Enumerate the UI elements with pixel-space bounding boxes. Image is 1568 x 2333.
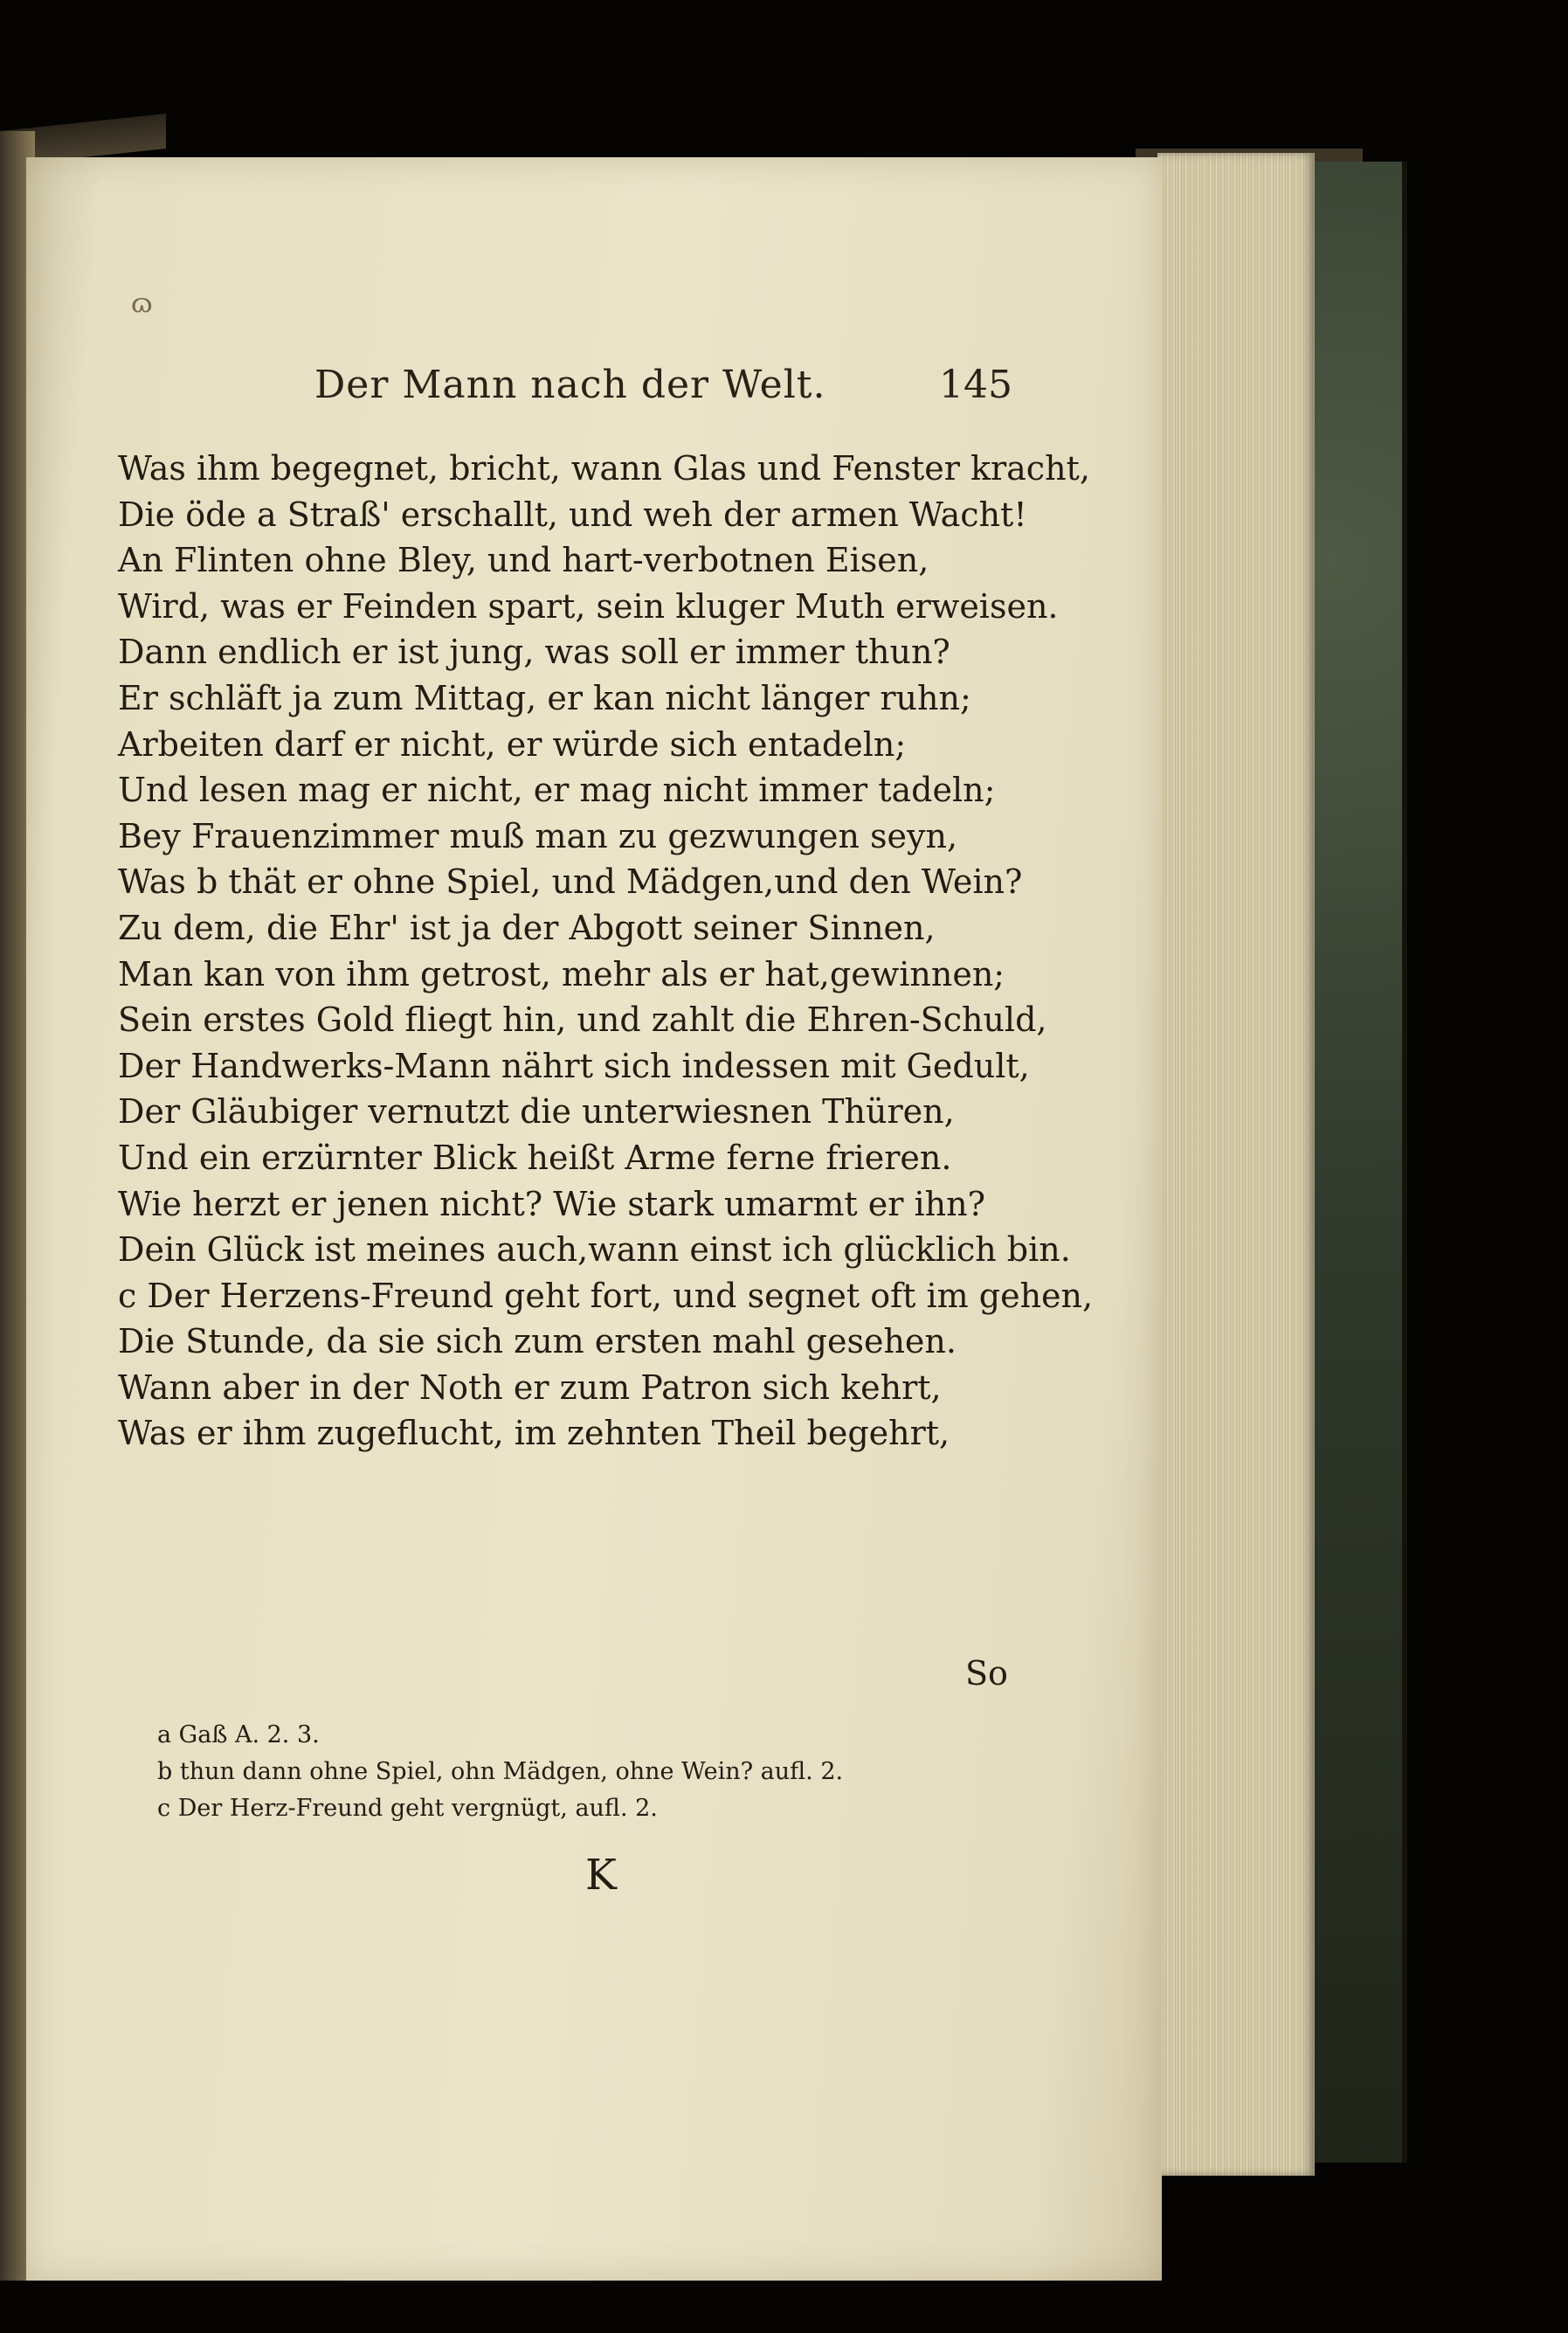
footnote: c Der Herz-Freund geht vergnügt, aufl. 2. <box>157 1795 658 1822</box>
footnote: a Gaß A. 2. 3. <box>157 1721 320 1748</box>
signature-mark: K <box>585 1851 617 1900</box>
verse-line: Dann endlich er ist jung, was soll er immer thun? <box>118 633 950 672</box>
verse-block <box>118 446 1094 1457</box>
verse-line: Wie herzt er jenen nicht? Wie stark umarmt er ihn? <box>118 1184 985 1223</box>
footnote: b thun dann ohne Spiel, ohn Mädgen, ohne Wein? aufl. 2. <box>157 1758 844 1785</box>
running-title: Der Mann nach der Welt. <box>314 363 826 407</box>
verse-line: Was er ihm zugeflucht, im zehnten Theil begehrt, <box>118 1414 950 1453</box>
verse-line: Bey Frauenzimmer muß man zu gezwungen seyn, <box>118 816 958 855</box>
verse-line: Was ihm begegnet, bricht, wann Glas und Fenster kracht, <box>118 449 1090 488</box>
verse-line: Was b thät er ohne Spiel, und Mädgen,und den Wein? <box>118 862 1023 902</box>
footnotes <box>157 1717 987 1827</box>
page-block-edges <box>1157 153 1315 2176</box>
page-number: 145 <box>939 363 1012 407</box>
verse-line: An Flinten ohne Bley, und hart-verbotnen Eisen, <box>118 541 929 580</box>
verse-line: Der Gläubiger vernutzt die unterwiesnen Thüren, <box>118 1092 955 1132</box>
book-cover <box>1302 162 1407 2163</box>
verse-line: Und ein erzürnter Blick heißt Arme ferne frieren. <box>118 1138 952 1177</box>
verse-line: Dein Glück ist meines auch,wann einst ich glücklich bin. <box>118 1230 1071 1270</box>
verse-line: Der Handwerks-Mann nährt sich indessen mit Gedult, <box>118 1046 1030 1085</box>
verse-line: Arbeiten darf er nicht, er würde sich entadeln; <box>118 724 907 764</box>
verse-line: Wann aber in der Noth er zum Patron sich kehrt, <box>118 1367 942 1407</box>
verse-line: c Der Herzens-Freund geht fort, und segnet oft im gehen, <box>118 1276 1094 1315</box>
verse-line: Er schläft ja zum Mittag, er kan nicht länger ruhn; <box>118 678 971 717</box>
verse-line: Man kan von ihm getrost, mehr als er hat,gewinnen; <box>118 954 1005 993</box>
verse-line: Zu dem, die Ehr' ist ja der Abgott seiner Sinnen, <box>118 908 936 947</box>
verse-line: Und lesen mag er nicht, er mag nicht immer tadeln; <box>118 771 996 810</box>
verse-line: Wird, was er Feinden spart, sein kluger Muth erweisen. <box>118 586 1059 626</box>
catchword: So <box>965 1654 1008 1693</box>
page-header <box>314 363 1013 415</box>
verse-line: Die Stunde, da sie sich zum ersten mahl gesehen. <box>118 1322 957 1361</box>
verse-line: Die öde a Straß' erschallt, und weh der armen Wacht! <box>118 495 1027 534</box>
verse-line: Sein erstes Gold fliegt hin, und zahlt die Ehren-Schuld, <box>118 1000 1047 1040</box>
stamp-mark: ɷ <box>131 288 153 319</box>
